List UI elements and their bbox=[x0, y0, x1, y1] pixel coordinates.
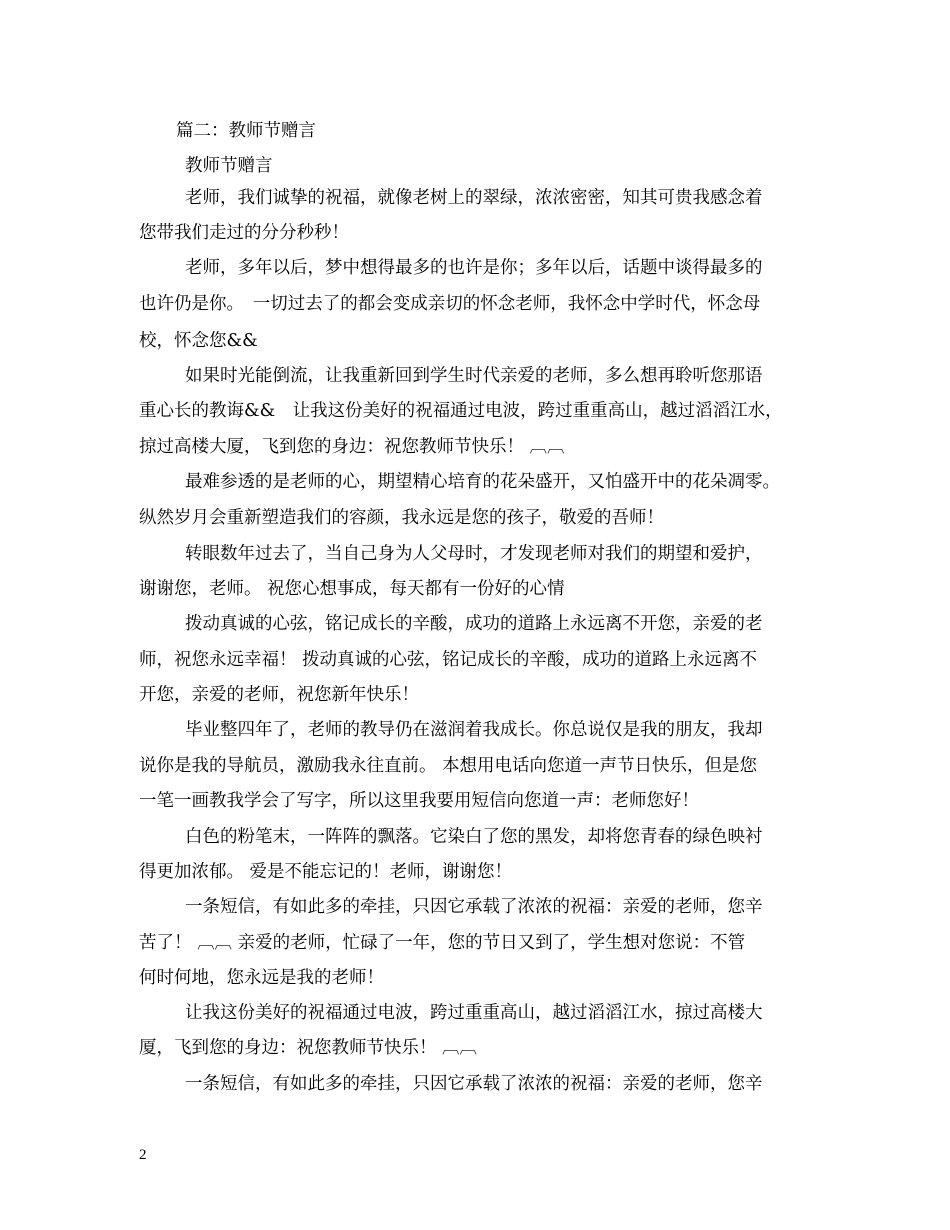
text-line: 老师，我们诚挚的祝福，就像老树上的翠绿，浓浓密密，知其可贵我感念着 bbox=[185, 188, 763, 208]
section-heading: 篇二：教师节赠言 bbox=[176, 121, 316, 141]
text-line: 如果时光能倒流，让我重新回到学生时代亲爱的老师，多么想再聆听您那语 bbox=[185, 366, 763, 386]
text-line: 说你是我的导航员，激励我永往直前。 本想用电话向您道一声节日快乐，但是您 bbox=[139, 756, 758, 776]
text-line: 苦了！ ︹︹ 亲爱的老师，忙碌了一年，您的节日又到了，学生想对您说：不管 bbox=[139, 933, 746, 953]
text-line: 纵然岁月会重新塑造我们的容颜，我永远是您的孩子，敬爱的吾师！ bbox=[139, 508, 664, 528]
text-line: 师，祝您永远幸福！ 拨动真诚的心弦，铭记成长的辛酸，成功的道路上永远离不 bbox=[139, 650, 758, 670]
text-line: 得更加浓郁。 爱是不能忘记的！老师，谢谢您！ bbox=[139, 862, 513, 882]
text-line: 您带我们走过的分分秒秒！ bbox=[139, 223, 349, 243]
text-line: 重心长的教诲&& 让我这份美好的祝福通过电波，跨过重重高山，越过滔滔江水， bbox=[139, 401, 783, 421]
text-line: 让我这份美好的祝福通过电波，跨过重重高山，越过滔滔江水，掠过高楼大 bbox=[185, 1003, 763, 1023]
page-number: 2 bbox=[139, 1147, 147, 1163]
text-line: 一条短信，有如此多的牵挂，只因它承载了浓浓的祝福：亲爱的老师，您辛 bbox=[185, 1074, 763, 1094]
text-line: 毕业整四年了，老师的教导仍在滋润着我成长。你总说仅是我的朋友，我却 bbox=[185, 720, 763, 740]
text-line: 最难参透的是老师的心，期望精心培育的花朵盛开，又怕盛开中的花朵凋零。 bbox=[185, 472, 780, 492]
text-line: 谢谢您，老师。 祝您心想事成，每天都有一份好的心情 bbox=[139, 579, 565, 599]
text-line: 也许仍是你。 一切过去了的都会变成亲切的怀念老师，我怀念中学时代，怀念母 bbox=[139, 294, 761, 314]
text-line: 转眼数年过去了，当自己身为人父母时，才发现老师对我们的期望和爱护， bbox=[185, 544, 763, 564]
text-line: 校，怀念您&& bbox=[139, 331, 258, 351]
text-line: 掠过高楼大厦，飞到您的身边：祝您教师节快乐！ ︹︹ bbox=[139, 437, 565, 457]
text-line: 拨动真诚的心弦，铭记成长的辛酸，成功的道路上永远离不开您，亲爱的老 bbox=[185, 614, 763, 634]
text-line: 厦，飞到您的身边：祝您教师节快乐！ ︹︹ bbox=[139, 1038, 478, 1058]
text-line: 一笔一画教我学会了写字，所以这里我要用短信向您道一声：老师您好！ bbox=[139, 791, 699, 811]
text-line: 开您，亲爱的老师，祝您新年快乐！ bbox=[139, 685, 419, 705]
text-line: 老师，多年以后，梦中想得最多的也许是你；多年以后，话题中谈得最多的 bbox=[185, 258, 763, 278]
text-line: 白色的粉笔末，一阵阵的飘落。它染白了您的黑发，却将您青春的绿色映衬 bbox=[185, 827, 763, 847]
subtitle: 教师节赠言 bbox=[185, 156, 273, 176]
text-line: 一条短信，有如此多的牵挂，只因它承载了浓浓的祝福：亲爱的老师，您辛 bbox=[185, 897, 763, 917]
text-line: 何时何地，您永远是我的老师！ bbox=[139, 968, 384, 988]
